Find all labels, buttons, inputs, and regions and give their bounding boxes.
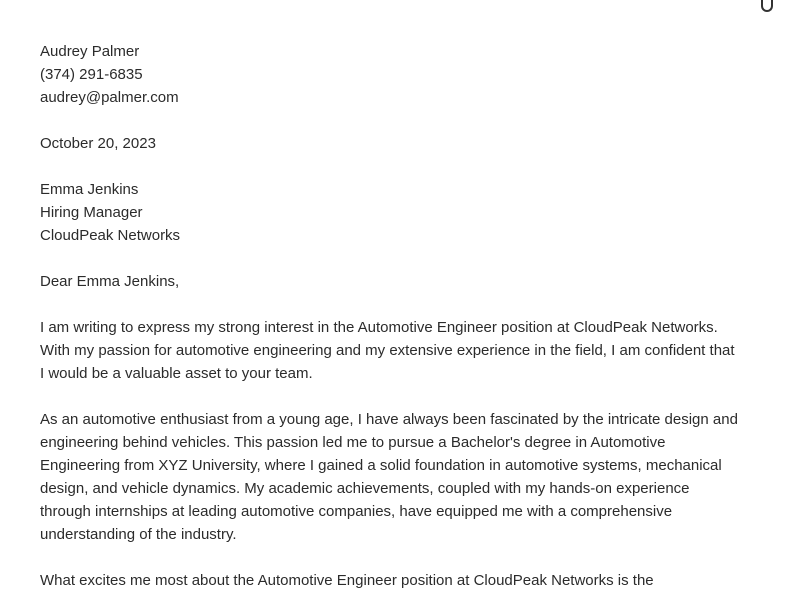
sender-block <box>40 40 770 109</box>
recipient-block <box>40 178 770 247</box>
date-block <box>40 132 770 155</box>
sender-name: Audrey Palmer <box>40 43 140 60</box>
paragraph-line: Engineering from XYZ University, where I gained a solid foundation in automotive systems, mechanical <box>40 457 722 474</box>
paragraph-line: through internships at leading automotive companies, have equipped me with a comprehensive <box>40 503 673 520</box>
paragraph-line: understanding of the industry. <box>40 526 237 543</box>
paragraph-line: I am writing to express my strong interest in the Automotive Engineer position at CloudPeak Networks. <box>40 319 718 336</box>
body-paragraph-2 <box>40 408 770 546</box>
body-paragraph-3 <box>40 569 770 592</box>
salutation: Dear Emma Jenkins, <box>40 273 180 290</box>
paragraph-line: engineering behind vehicles. This passion led me to pursue a Bachelor's degree in Automotive <box>40 434 666 451</box>
recipient-company: CloudPeak Networks <box>40 227 181 244</box>
partial-top-icon <box>761 0 773 12</box>
cover-letter <box>40 40 770 615</box>
sender-phone: (374) 291-6835 <box>40 66 143 83</box>
sender-email: audrey@palmer.com <box>40 89 179 106</box>
recipient-title: Hiring Manager <box>40 204 143 221</box>
body-paragraph-1 <box>40 316 770 385</box>
paragraph-line: What excites me most about the Automotive Engineer position at CloudPeak Networks is the <box>40 572 654 589</box>
recipient-name: Emma Jenkins <box>40 181 139 198</box>
paragraph-line: I would be a valuable asset to your team. <box>40 365 313 382</box>
paragraph-line: With my passion for automotive engineering and my extensive experience in the field, I am confident that <box>40 342 735 359</box>
paragraph-line: design, and vehicle dynamics. My academic achievements, coupled with my hands-on experience <box>40 480 690 497</box>
paragraph-line: As an automotive enthusiast from a young age, I have always been fascinated by the intricate design and <box>40 411 738 428</box>
salutation-block <box>40 270 770 293</box>
letter-date: October 20, 2023 <box>40 135 156 152</box>
